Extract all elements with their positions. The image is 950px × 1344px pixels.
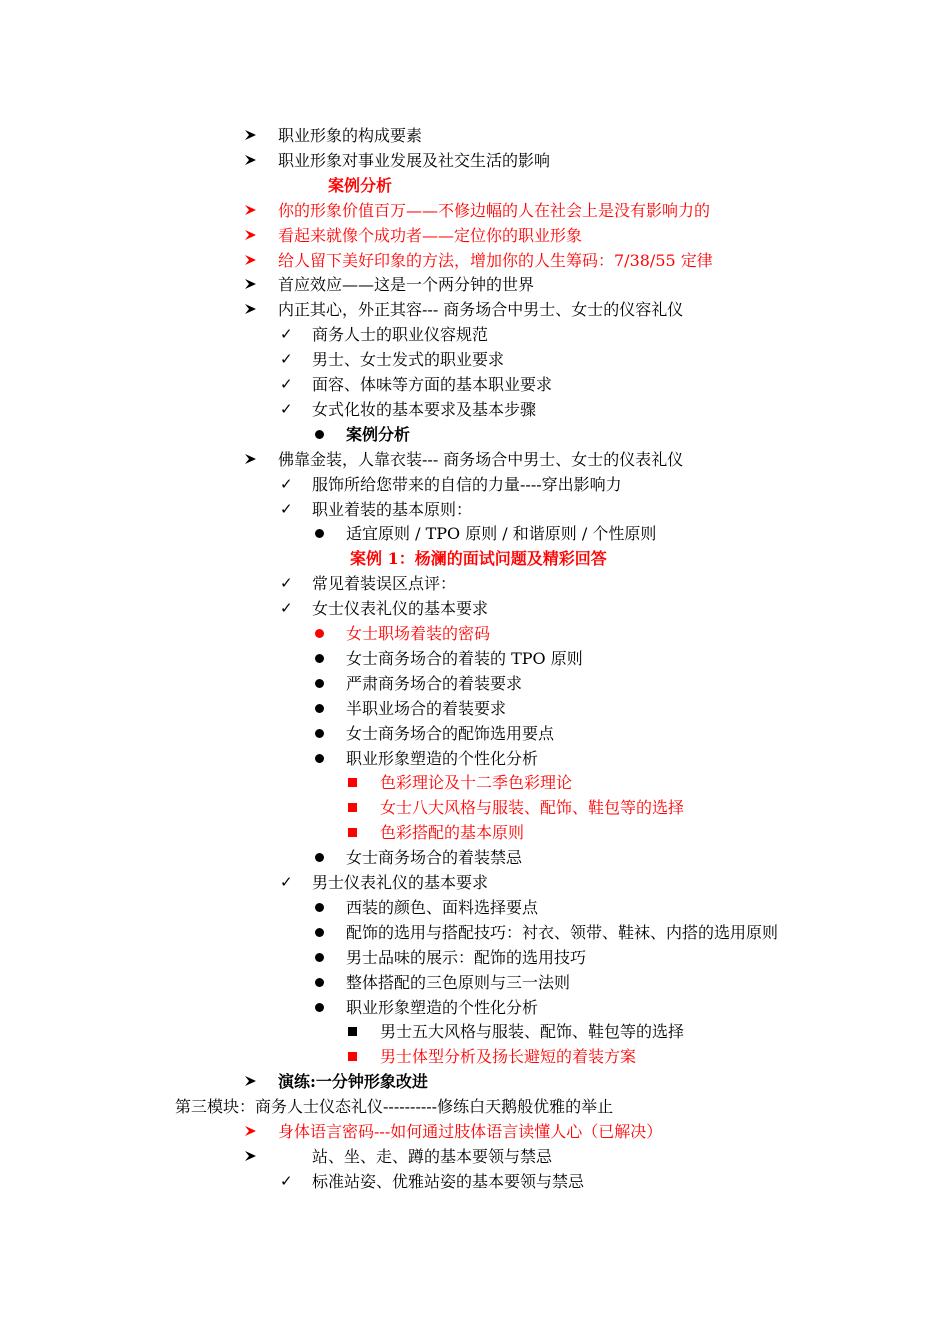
outline-text: 第三模块：商务人士仪态礼仪----------修练白天鹅般优雅的举止: [175, 1097, 614, 1117]
arrow-bullet-icon: [244, 1119, 258, 1144]
dot-bullet-icon: [313, 945, 327, 970]
outline-text: 常见着装误区点评：: [312, 574, 457, 594]
check-bullet-icon: ✓: [280, 599, 293, 618]
outline-text: 你的形象价值百万——不修边幅的人在社会上是没有影响力的: [278, 200, 711, 220]
arrow-bullet-icon: [244, 297, 258, 322]
square-bullet-icon: [346, 820, 360, 845]
dot-bullet-icon: [313, 895, 327, 920]
outline-text: 男士体型分析及扬长避短的着装方案: [380, 1047, 637, 1067]
outline-text: 面容、体味等方面的基本职业要求: [312, 375, 553, 394]
outline-text: 色彩理论及十二季色彩理论: [380, 773, 573, 793]
dot-bullet-icon: [313, 920, 327, 945]
outline-text: 演练:一分钟形象改进: [278, 1072, 428, 1092]
outline-text: 整体搭配的三色原则与三一法则: [346, 972, 571, 992]
arrow-bullet-icon: [244, 223, 258, 248]
dot-bullet-icon: [313, 845, 327, 870]
outline-text: 严肃商务场合的着装要求: [346, 673, 523, 693]
dot-bullet-icon: [313, 422, 327, 447]
outline-text: 男士五大风格与服装、配饰、鞋包等的选择: [380, 1022, 685, 1042]
outline-text: 职业着装的基本原则：: [312, 499, 473, 519]
outline-text: 西装的颜色、面料选择要点: [346, 897, 539, 917]
dot-bullet-icon: [313, 970, 327, 995]
check-bullet-icon: ✓: [280, 873, 293, 891]
square-bullet-icon: [346, 1019, 360, 1044]
outline-text: 看起来就像个成功者——定位你的职业形象: [278, 225, 583, 245]
outline-text: 女士商务场合的着装禁忌: [346, 848, 523, 868]
arrow-bullet-icon: [244, 1069, 258, 1094]
dot-bullet-icon: [313, 671, 327, 696]
arrow-bullet-icon: [244, 148, 258, 173]
outline-text: 给人留下美好印象的方法，增加你的人生筹码：7/38/55 定律: [278, 250, 713, 270]
check-bullet-icon: ✓: [280, 574, 293, 593]
outline-text: 适宜原则 / TPO 原则 / 和谐原则 / 个性原则: [346, 524, 657, 544]
outline-text: 案例 1：杨澜的面试问题及精彩回答: [350, 549, 607, 569]
outline-text: 女士仪表礼仪的基本要求: [312, 599, 489, 619]
check-bullet-icon: ✓: [280, 325, 293, 344]
outline-text: 女士商务场合的配饰选用要点: [346, 723, 555, 743]
dot-bullet-icon: [313, 521, 327, 546]
outline-text: 男士品味的展示：配饰的选用技巧: [346, 947, 587, 967]
outline-text: 男士、女士发式的职业要求: [312, 350, 505, 370]
outline-text: 职业形象的构成要素: [278, 126, 423, 145]
outline-text: 站、坐、走、蹲的基本要领与禁忌: [312, 1146, 553, 1166]
check-bullet-icon: ✓: [280, 399, 293, 418]
outline-text: 身体语言密码---如何通过肢体语言读懂人心（已解决）: [278, 1122, 663, 1141]
outline-text: 服饰所给您带来的自信的力量----穿出影响力: [312, 474, 622, 494]
square-bullet-icon: [346, 1044, 360, 1069]
outline-text: 女士商务场合的着装的 TPO 原则: [346, 648, 583, 668]
outline-text: 首应效应——这是一个两分钟的世界: [278, 275, 535, 295]
dot-bullet-icon: [313, 995, 327, 1020]
outline-text: 女士八大风格与服装、配饰、鞋包等的选择: [380, 798, 685, 818]
dot-bullet-icon: [313, 746, 327, 771]
square-bullet-icon: [346, 770, 360, 795]
check-bullet-icon: ✓: [280, 350, 293, 369]
dot-bullet-icon: [313, 721, 327, 746]
outline-text: 商务人士的职业仪容规范: [312, 325, 489, 345]
outline-text: 佛靠金装，人靠衣装--- 商务场合中男士、女士的仪表礼仪: [278, 449, 684, 469]
dot-bullet-icon: [313, 646, 327, 671]
outline-text: 女士职场着装的密码: [346, 624, 491, 643]
arrow-bullet-icon: [244, 272, 258, 297]
outline-text: 标准站姿、优雅站姿的基本要领与禁忌: [312, 1171, 585, 1191]
check-bullet-icon: ✓: [280, 375, 293, 393]
arrow-bullet-icon: [244, 123, 258, 148]
dot-bullet-icon: [313, 621, 327, 646]
dot-bullet-icon: [313, 696, 327, 721]
square-bullet-icon: [346, 795, 360, 820]
outline-text: 半职业场合的着装要求: [346, 698, 507, 718]
outline-text: 配饰的选用与搭配技巧：衬衣、领带、鞋袜、内搭的选用原则: [346, 922, 779, 942]
arrow-bullet-icon: [244, 248, 258, 273]
arrow-bullet-icon: [244, 198, 258, 223]
check-bullet-icon: ✓: [280, 499, 293, 518]
check-bullet-icon: ✓: [280, 474, 293, 493]
outline-text: 职业形象塑造的个性化分析: [346, 748, 539, 768]
check-bullet-icon: ✓: [280, 1171, 293, 1190]
outline-text: 男士仪表礼仪的基本要求: [312, 873, 489, 892]
arrow-bullet-icon: [244, 1144, 258, 1169]
outline-text: 女式化妆的基本要求及基本步骤: [312, 399, 537, 419]
arrow-bullet-icon: [244, 447, 258, 472]
outline-text: 案例分析: [328, 175, 393, 195]
outline-text: 内正其心，外正其容--- 商务场合中男士、女士的仪容礼仪: [278, 300, 684, 320]
outline-text: 职业形象对事业发展及社交生活的影响: [278, 150, 551, 170]
outline-text: 案例分析: [346, 424, 411, 444]
outline-text: 职业形象塑造的个性化分析: [346, 997, 539, 1017]
outline-text: 色彩搭配的基本原则: [380, 823, 525, 843]
